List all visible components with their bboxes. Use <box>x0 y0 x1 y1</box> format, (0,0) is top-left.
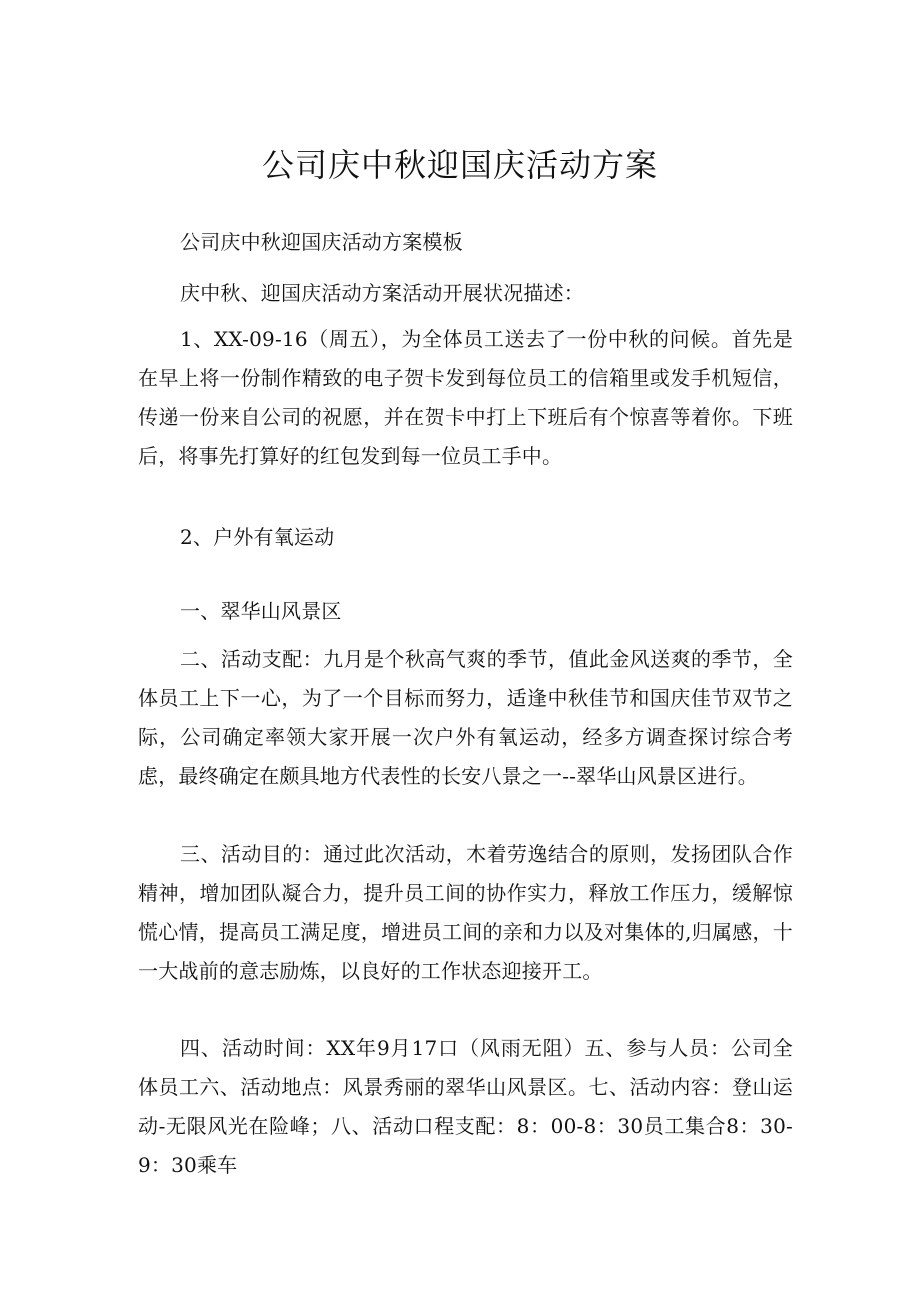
paragraph-greeting-activity: 1、XX-09-16（周五），为全体员工送去了一份中秋的问候。首先是在早上将一份制作精致的电子贺卡发到每位员工的信箱里或发手机短信，传递一份来自公司的祝愿，并在贺卡中打上下班后有个惊喜等着你。下班后，将事先打算好的红包发到每一位员工手中。 <box>138 327 793 468</box>
paragraph-schedule: 四、活动时间：XX年9月17口（风雨无阻）五、参与人员：公司全体员工六、活动地点：风景秀丽的翠华山风景区。七、活动内容：登山运动-无限风光在险峰；八、活动口程支配：8：00-8：30员工集合8：30-9：30乘车 <box>138 1036 793 1177</box>
paragraph-outdoor-sport: 2、户外有氧运动 <box>180 525 335 549</box>
document-title: 公司庆中秋迎国庆活动方案 <box>261 146 658 184</box>
paragraph-location-title: 一、翠华山风景区 <box>180 599 342 623</box>
paragraph-template-name: 公司庆中秋迎国庆活动方案模板 <box>180 230 463 254</box>
paragraph-purpose: 三、活动目的：通过此次活动，木着劳逸结合的原则，发扬团队合作精神，增加团队凝合力，提升员工间的协作实力，释放工作压力，缓解惊慌心情，提高员工满足度，增进员工间的亲和力以及对集体的,归属感，十一大战前的意志励炼，以良好的工作状态迎接开工。 <box>138 842 793 983</box>
paragraph-description-heading: 庆中秋、迎国庆活动方案活动开展状况描述： <box>180 281 584 305</box>
paragraph-arrangement: 二、活动支配：九月是个秋高气爽的季节，值此金风送爽的季节，全体员工上下一心，为了一个目标而努力，适逢中秋佳节和国庆佳节双节之际，公司确定率领大家开展一次户外有氧运动，经多方调查探讨综合考虑，最终确定在颇具地方代表性的长安八景之一--翠华山风景区进行。 <box>138 647 793 788</box>
